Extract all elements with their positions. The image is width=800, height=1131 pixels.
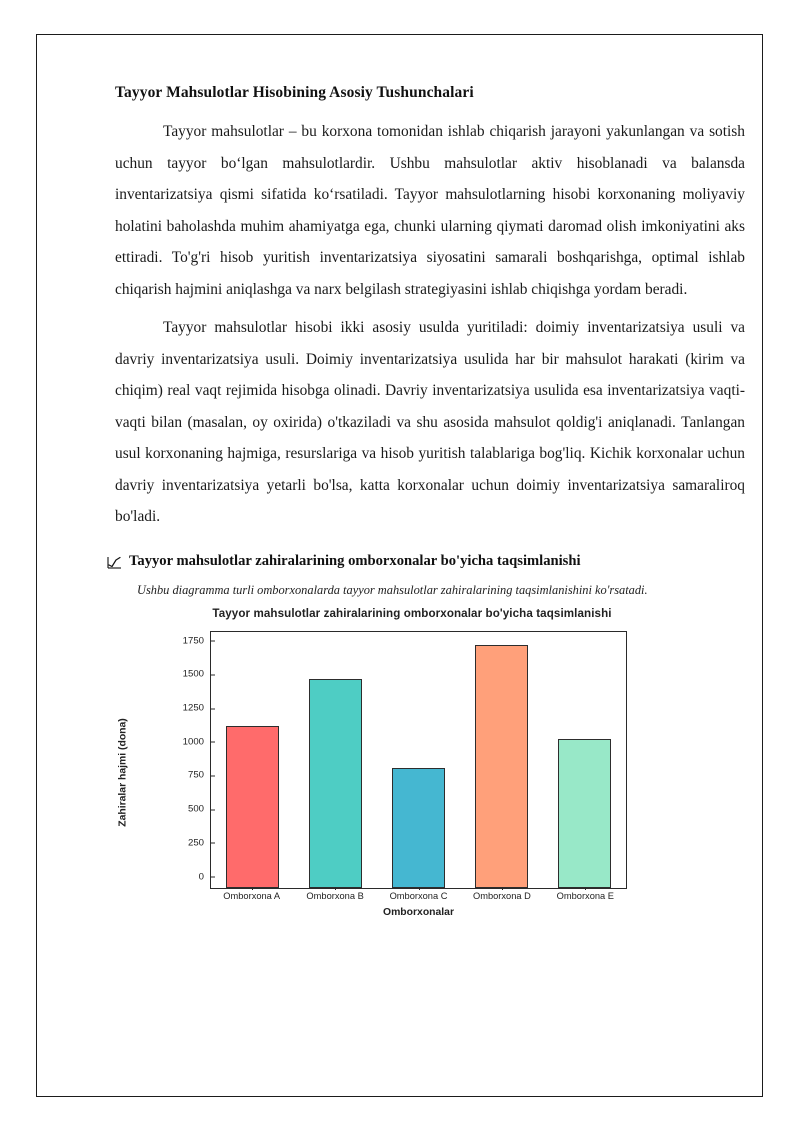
- y-tick-label: 1750: [183, 635, 211, 646]
- document-content: [115, 84, 745, 955]
- bar-slot: [294, 632, 377, 888]
- y-tick-label: 500: [188, 804, 211, 815]
- bar-omborxona-b: [309, 679, 362, 888]
- chart-heading: [107, 553, 745, 574]
- y-tick-label: 1500: [183, 669, 211, 680]
- bar-slot: [543, 632, 626, 888]
- y-tick-label: 0: [199, 871, 211, 882]
- bar-omborxona-d: [475, 645, 528, 888]
- chart-y-axis-label: Zahiralar hajmi (dona): [117, 717, 129, 827]
- y-tick-label: 250: [188, 837, 211, 848]
- chart-bars: [211, 632, 626, 888]
- x-tick-label: Omborxona D: [460, 891, 543, 901]
- y-tick-label: 1000: [183, 736, 211, 747]
- page-title: Tayyor Mahsulotlar Hisobining Asosiy Tushunchalari: [115, 84, 474, 101]
- bar-omborxona-c: [392, 768, 445, 888]
- y-tick-label: 1250: [183, 703, 211, 714]
- line-chart-icon: [107, 556, 122, 574]
- chart-x-axis-label: Omborxonalar: [382, 906, 455, 918]
- chart-heading-label: Tayyor mahsulotlar zahiralarining omborxonalar bo'yicha taqsimlanishi: [129, 552, 581, 569]
- x-tick-label: Omborxona E: [544, 891, 627, 901]
- bar-slot: [460, 632, 543, 888]
- chart-block: [115, 553, 745, 955]
- chart-plot-area: [182, 631, 627, 889]
- body-paragraph-2: Tayyor mahsulotlar hisobi ikki asosiy usulda yuritiladi: doimiy inventarizatsiya usuli va davriy inventarizatsiya usuli. Doimiy inventarizatsiya usulida har bir mahsulot harakati (kirim va chiqim) real vaqt rejimida hisobga olinadi. Davriy inventarizatsiya usulida esa inventarizatsiya vaqti-vaqti bilan (masalan, oy oxirida) o'tkaziladi va shu asosida mahsulot qoldig'i aniqlanadi. Tanlangan usul korxonaning hajmiga, resurslariga va hisob yuritish talablariga bog'liq. Kichik korxonalar uchun davriy inventarizatsiya yetarli bo'lsa, katta korxonalar uchun doimiy inventarizatsiya samaraliroq bo'ladi.: [115, 319, 745, 525]
- bar-chart-figure: [97, 607, 727, 955]
- chart-x-axis-ticks: [210, 891, 627, 901]
- body-paragraph-1: Tayyor mahsulotlar – bu korxona tomonidan ishlab chiqarish jarayoni yakunlangan va sotish uchun tayyor bo‘lgan mahsulotlardir. Ushbu mahsulotlar aktiv hisoblanadi va balansda inventarizatsiya qismi sifatida ko‘rsatiladi. Tayyor mahsulotlarning hisobi korxonaning moliyaviy holatini baholashda muhim ahamiyatga ega, chunki ularning qiymati daromad olish imkoniyatini aks ettiradi. To'g'ri hisob yuritish inventarizatsiya siyosatini samarali boshqarishga, optimal ishlab chiqarish hajmini aniqlashga va narx belgilash strategiyasini ishlab chiqishga yordam beradi.: [115, 123, 745, 298]
- bar-omborxona-e: [558, 739, 611, 887]
- x-tick-label: Omborxona A: [210, 891, 293, 901]
- x-tick-label: Omborxona B: [293, 891, 376, 901]
- y-tick-label: 750: [188, 770, 211, 781]
- x-tick-label: Omborxona C: [377, 891, 460, 901]
- chart-subcaption: Ushbu diagramma turli omborxonalarda tayyor mahsulotlar zahiralarining taqsimlanishini ko'rsatadi.: [137, 582, 648, 597]
- chart-title: Tayyor mahsulotlar zahiralarining omborxonalar bo'yicha taqsimlanishi: [212, 606, 612, 620]
- bar-omborxona-a: [226, 726, 279, 888]
- bar-slot: [377, 632, 460, 888]
- bar-slot: [211, 632, 294, 888]
